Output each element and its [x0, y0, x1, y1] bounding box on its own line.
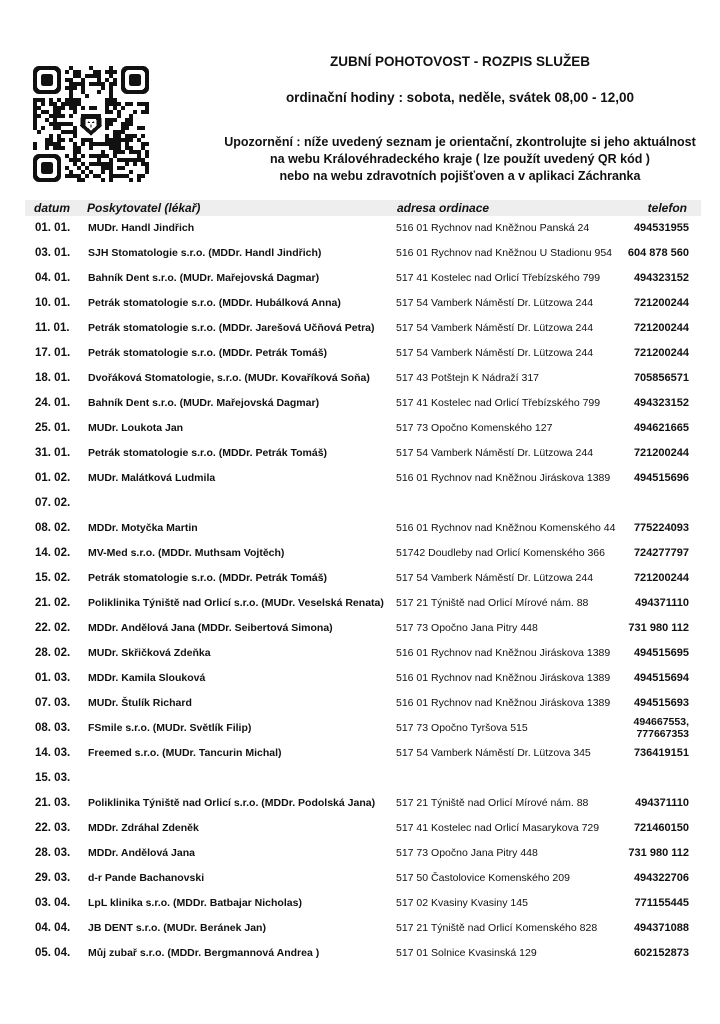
table-row: [0, 767, 720, 792]
row-date: 07. 02.: [35, 497, 71, 509]
row-address: 517 21 Týniště nad Orlicí Mírové nám. 88: [396, 797, 589, 809]
row-address: 517 54 Vamberk Náměstí Dr. Lützowa 244: [396, 572, 594, 584]
table-row: [0, 842, 720, 867]
table-row: [0, 817, 720, 842]
row-address: 517 54 Vamberk Náměstí Dr. Lützowa 244: [396, 297, 594, 309]
row-address: 517 41 Kostelec nad Orlicí Masarykova 729: [396, 822, 600, 834]
row-phone: 494322706: [633, 872, 689, 884]
table-row: [0, 617, 720, 642]
table-row: [0, 342, 720, 367]
row-phone: 494515694: [633, 672, 689, 684]
row-address: 516 01 Rychnov nad Kněžnou U Stadionu 954: [396, 247, 612, 259]
row-phone: 736419151: [633, 747, 689, 759]
row-date: 18. 01.: [35, 372, 71, 384]
row-date: 25. 01.: [35, 422, 71, 434]
row-provider: MV-Med s.r.o. (MDDr. Muthsam Vojtěch): [88, 547, 285, 559]
row-date: 29. 03.: [35, 872, 71, 884]
row-phone: 731 980 112: [628, 622, 689, 634]
row-address: 516 01 Rychnov nad Kněžnou Jiráskova 1389: [396, 472, 611, 484]
row-address: 51742 Doudleby nad Orlicí Komenského 366: [396, 547, 605, 559]
row-date: 31. 01.: [35, 447, 71, 459]
row-date: 28. 02.: [35, 647, 71, 659]
row-provider: Můj zubař s.r.o. (MDDr. Bergmannová Andrea ): [88, 947, 320, 959]
row-provider: JB DENT s.r.o. (MUDr. Beránek Jan): [88, 922, 266, 934]
row-address: 517 01 Solnice Kvasinská 129: [396, 947, 537, 959]
row-address: 517 43 Potštejn K Nádraží 317: [396, 372, 540, 384]
row-provider: MUDr. Malátková Ludmila: [88, 472, 216, 484]
row-date: 15. 03.: [35, 772, 71, 784]
row-date: 24. 01.: [35, 397, 71, 409]
row-phone-line: 494667553,: [633, 716, 689, 728]
office-hours: ordinační hodiny : sobota, neděle, svátek 08,00 - 12,00: [285, 90, 635, 105]
header-address: adresa ordinace: [397, 201, 490, 215]
table-row: [0, 942, 720, 967]
notice-line: na webu Královéhradeckého kraje ( lze použít uvedený QR kód ): [270, 152, 650, 166]
row-address: 517 50 Častolovice Komenského 209: [396, 872, 570, 884]
row-phone: 724277797: [633, 547, 689, 559]
row-address: 517 02 Kvasiny Kvasiny 145: [396, 897, 528, 909]
row-address: 516 01 Rychnov nad Kněžnou Jiráskova 1389: [396, 672, 611, 684]
row-provider: Petrák stomatologie s.r.o. (MDDr. Petrák Tomáš): [88, 572, 328, 584]
table-row: [0, 592, 720, 617]
row-provider: Dvořáková Stomatologie, s.r.o. (MUDr. Kovaříková Soňa): [88, 372, 370, 384]
row-provider: MDDr. Motyčka Martin: [88, 522, 198, 534]
row-phone: [634, 716, 689, 740]
row-phone: 721200244: [633, 347, 689, 359]
table-row: [0, 692, 720, 717]
lion-logo-icon: [77, 110, 105, 138]
notice-line: Upozornění : níže uvedený seznam je orientační, zkontrolujte si jeho aktuálnost: [224, 135, 696, 149]
row-phone: 494371110: [635, 597, 689, 609]
qr-code-icon[interactable]: [33, 66, 149, 182]
table-row: [0, 317, 720, 342]
row-phone: 494371110: [635, 797, 689, 809]
row-phone: 494621665: [633, 422, 689, 434]
row-date: 04. 01.: [35, 272, 71, 284]
row-phone: 494531955: [633, 222, 689, 234]
row-provider: MUDr. Skřičková Zdeňka: [88, 647, 211, 659]
row-phone: 494515696: [633, 472, 689, 484]
table-row: [0, 392, 720, 417]
row-date: 21. 02.: [35, 597, 71, 609]
notice: [200, 134, 720, 185]
row-phone: 771155445: [634, 897, 689, 909]
row-address: 516 01 Rychnov nad Kněžnou Jiráskova 1389: [396, 647, 611, 659]
row-date: 22. 02.: [35, 622, 71, 634]
row-phone: 721200244: [633, 447, 689, 459]
row-provider: Petrák stomatologie s.r.o. (MDDr. Jarešová Učňová Petra): [88, 322, 375, 334]
table-row: [0, 517, 720, 542]
header-provider: Poskytovatel (lékař): [87, 201, 201, 215]
table-row: [0, 242, 720, 267]
row-provider: Bahník Dent s.r.o. (MUDr. Mařejovská Dagmar): [88, 272, 320, 284]
table-row: [0, 467, 720, 492]
row-address: 517 21 Týniště nad Orlicí Komenského 828: [396, 922, 598, 934]
row-phone: 705856571: [633, 372, 689, 384]
row-provider: MDDr. Kamila Slouková: [88, 672, 206, 684]
row-address: 517 41 Kostelec nad Orlicí Třebízského 799: [396, 272, 601, 284]
row-address: 517 73 Opočno Jana Pitry 448: [396, 847, 538, 859]
row-provider: Petrák stomatologie s.r.o. (MDDr. Hubálková Anna): [88, 297, 341, 309]
table-row: [0, 892, 720, 917]
table-row: [0, 442, 720, 467]
row-date: 10. 01.: [35, 297, 71, 309]
table-row: [0, 917, 720, 942]
row-date: 21. 03.: [35, 797, 71, 809]
schedule-table: [0, 217, 720, 967]
row-address: 517 73 Opočno Komenského 127: [396, 422, 553, 434]
row-phone: 494515695: [633, 647, 689, 659]
row-date: 17. 01.: [35, 347, 71, 359]
row-date: 28. 03.: [35, 847, 71, 859]
row-address: 516 01 Rychnov nad Kněžnou Jiráskova 1389: [396, 697, 611, 709]
row-date: 03. 01.: [35, 247, 71, 259]
row-date: 14. 03.: [35, 747, 71, 759]
table-row: [0, 542, 720, 567]
table-row: [0, 492, 720, 517]
row-address: 516 01 Rychnov nad Kněžnou Komenského 44: [396, 522, 616, 534]
row-phone: 721200244: [633, 572, 689, 584]
row-address: 517 54 Vamberk Náměstí Dr. Lützowa 244: [396, 447, 594, 459]
row-address: 517 21 Týniště nad Orlicí Mírové nám. 88: [396, 597, 589, 609]
row-date: 07. 03.: [35, 697, 71, 709]
row-phone: 721200244: [633, 297, 689, 309]
table-row: [0, 742, 720, 767]
row-provider: MUDr. Loukota Jan: [88, 422, 184, 434]
row-address: 517 54 Vamberk Náměstí Dr. Lützowa 244: [396, 347, 594, 359]
row-phone: 494323152: [633, 397, 689, 409]
row-phone: 721200244: [633, 322, 689, 334]
row-address: 517 73 Opočno Jana Pitry 448: [396, 622, 538, 634]
row-date: 08. 03.: [35, 722, 71, 734]
row-provider: LpL klinika s.r.o. (MDDr. Batbajar Nicholas): [88, 897, 302, 909]
table-row: [0, 642, 720, 667]
row-date: 15. 02.: [35, 572, 71, 584]
row-phone: 494323152: [633, 272, 689, 284]
row-date: 04. 04.: [35, 922, 71, 934]
table-row: [0, 567, 720, 592]
table-row: [0, 417, 720, 442]
row-date: 01. 03.: [35, 672, 71, 684]
row-provider: d-r Pande Bachanovski: [88, 872, 205, 884]
header-date: datum: [34, 201, 70, 215]
table-row: [0, 717, 720, 742]
row-address: 517 41 Kostelec nad Orlicí Třebízského 799: [396, 397, 601, 409]
table-row: [0, 292, 720, 317]
row-provider: Bahník Dent s.r.o. (MUDr. Mařejovská Dagmar): [88, 397, 320, 409]
row-date: 05. 04.: [35, 947, 71, 959]
row-address: 517 73 Opočno Tyršova 515: [396, 722, 528, 734]
notice-line: nebo na webu zdravotních pojišťoven a v aplikaci Záchranka: [279, 169, 641, 183]
table-row: [0, 367, 720, 392]
header-phone: telefon: [647, 201, 687, 215]
row-phone: 604 878 560: [627, 247, 689, 259]
row-provider: SJH Stomatologie s.r.o. (MDDr. Handl Jindřich): [88, 247, 322, 259]
row-address: 517 54 Vamberk Náměstí Dr. Lützova 345: [396, 747, 591, 759]
table-row: [0, 667, 720, 692]
row-date: 22. 03.: [35, 822, 71, 834]
row-provider: Freemed s.r.o. (MUDr. Tancurin Michal): [88, 747, 282, 759]
row-date: 01. 01.: [35, 222, 71, 234]
row-phone: 721460150: [633, 822, 689, 834]
table-header: [25, 200, 701, 216]
document-title: ZUBNÍ POHOTOVOST - ROZPIS SLUŽEB: [329, 54, 590, 69]
row-address: 517 54 Vamberk Náměstí Dr. Lützowa 244: [396, 322, 594, 334]
row-provider: MDDr. Zdráhal Zdeněk: [88, 822, 199, 834]
row-date: 08. 02.: [35, 522, 71, 534]
row-phone: 494371088: [633, 922, 689, 934]
row-provider: MUDr. Štulík Richard: [88, 697, 192, 709]
row-provider: Petrák stomatologie s.r.o. (MDDr. Petrák Tomáš): [88, 447, 328, 459]
row-provider: MUDr. Handl Jindřich: [88, 222, 195, 234]
table-row: [0, 792, 720, 817]
row-provider: Poliklinika Týniště nad Orlicí s.r.o. (MUDr. Veselská Renata): [88, 597, 384, 609]
row-date: 03. 04.: [35, 897, 71, 909]
row-provider: Poliklinika Týniště nad Orlicí s.r.o. (MDDr. Podolská Jana): [88, 797, 376, 809]
row-phone-line: 777667353: [636, 728, 689, 740]
table-row: [0, 217, 720, 242]
table-row: [0, 267, 720, 292]
row-provider: MDDr. Andělová Jana (MDDr. Seibertová Simona): [88, 622, 333, 634]
row-provider: Petrák stomatologie s.r.o. (MDDr. Petrák Tomáš): [88, 347, 328, 359]
row-phone: 731 980 112: [628, 847, 689, 859]
row-phone: 494515693: [633, 697, 689, 709]
row-phone: 602152873: [633, 947, 689, 959]
row-phone: 775224093: [633, 522, 689, 534]
row-date: 01. 02.: [35, 472, 71, 484]
row-address: 516 01 Rychnov nad Kněžnou Panská 24: [396, 222, 590, 234]
row-date: 14. 02.: [35, 547, 71, 559]
row-provider: FSmile s.r.o. (MUDr. Světlík Filip): [88, 722, 252, 734]
table-row: [0, 867, 720, 892]
row-provider: MDDr. Andělová Jana: [88, 847, 195, 859]
row-date: 11. 01.: [35, 322, 70, 334]
